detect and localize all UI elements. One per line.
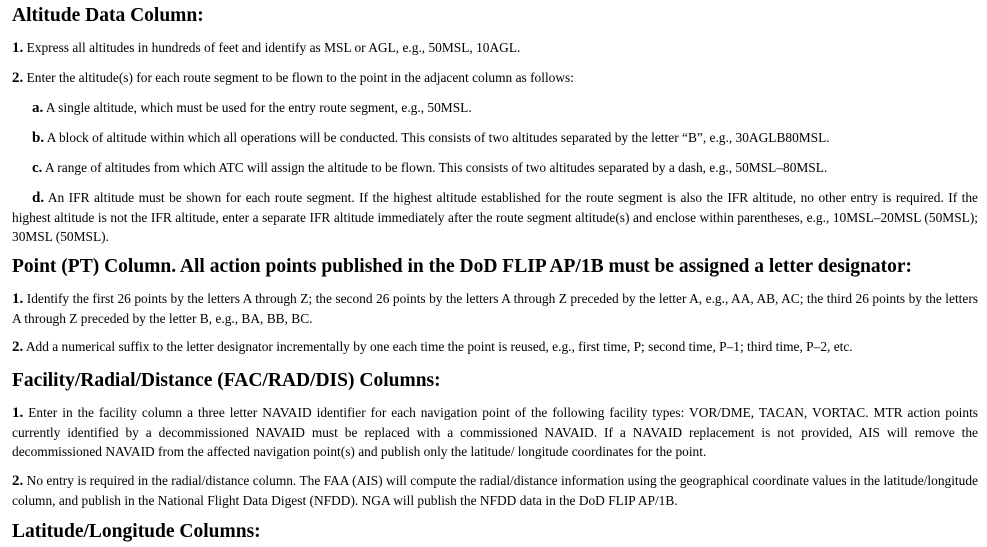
point-item-2 bbox=[12, 337, 853, 357]
item-letter: a. bbox=[32, 100, 44, 116]
heading-facility-radial-distance-columns: Facility/Radial/Distance (FAC/RAD/DIS) Columns: bbox=[12, 370, 441, 391]
item-number: 2. bbox=[12, 473, 24, 489]
item-number: 1. bbox=[12, 40, 24, 56]
altitude-item-2a bbox=[32, 98, 472, 118]
item-number: 2. bbox=[12, 70, 24, 86]
altitude-item-2d bbox=[12, 188, 978, 246]
item-text: An IFR altitude must be shown for each route segment. If the highest altitude established for the route segment is also the IFR altitude, no other entry is required. If the highest altitude is not the IFR altitude, enter a separate IFR altitude immediately after the route segment altitude(s) and enclose within parentheses, e.g., 10MSL–20MSL (50MSL); 30MSL (50MSL). bbox=[12, 190, 978, 244]
item-number: 2. bbox=[12, 339, 24, 355]
heading-point-column: Point (PT) Column. All action points published in the DoD FLIP AP/1B must be assigned a letter designator: bbox=[12, 256, 912, 277]
item-letter: b. bbox=[32, 130, 45, 146]
item-text: A single altitude, which must be used for the entry route segment, e.g., 50MSL. bbox=[45, 100, 472, 115]
item-text: Enter the altitude(s) for each route segment to be flown to the point in the adjacent column as follows: bbox=[26, 70, 574, 85]
item-text: Enter in the facility column a three letter NAVAID identifier for each navigation point of the following facility types: VOR/DME, TACAN, VORTAC. MTR action points currently identified by a decommissioned NAVAID must be replaced with a commissioned NAVAID. If a NAVAID replacement is not provided, AIS will remove the decommissioned NAVAID from the affected navigation point(s) and publish only the latitude/ longitude coordinates for the point. bbox=[12, 405, 978, 459]
heading-altitude-data-column: Altitude Data Column: bbox=[12, 5, 204, 26]
heading-latitude-longitude-columns: Latitude/Longitude Columns: bbox=[12, 521, 261, 542]
facility-item-2 bbox=[12, 471, 978, 510]
altitude-item-1 bbox=[12, 38, 520, 58]
facility-item-1 bbox=[12, 403, 978, 461]
item-letter: d. bbox=[32, 190, 45, 206]
item-number: 1. bbox=[12, 405, 24, 421]
item-text: Express all altitudes in hundreds of feet and identify as MSL or AGL, e.g., 50MSL, 10AGL. bbox=[26, 40, 521, 55]
item-letter: c. bbox=[32, 160, 43, 176]
altitude-item-2c bbox=[32, 158, 827, 178]
item-text: No entry is required in the radial/distance column. The FAA (AIS) will compute the radial/distance information using the geographical coordinate values in the latitude/longitude column, and publish in the National Flight Data Digest (NFDD). NGA will publish the NFDD data in the DoD FLIP AP/1B. bbox=[12, 473, 978, 508]
item-text: Identify the first 26 points by the letters A through Z; the second 26 points by the letters A through Z preceded by the letter A, e.g., AA, AB, AC; the third 26 points by the letters A through Z preceded by the letter B, e.g., BA, BB, BC. bbox=[12, 291, 978, 326]
item-text: A range of altitudes from which ATC will assign the altitude to be flown. This consists of two altitudes separated by a dash, e.g., 50MSL–80MSL. bbox=[45, 160, 828, 175]
item-number: 1. bbox=[12, 291, 24, 307]
point-item-1 bbox=[12, 289, 978, 328]
item-text: Add a numerical suffix to the letter designator incrementally by one each time the point is reused, e.g., first time, P; second time, P–1; third time, P–2, etc. bbox=[25, 339, 853, 354]
altitude-item-2b bbox=[32, 128, 830, 148]
altitude-item-2 bbox=[12, 68, 574, 88]
item-text: A block of altitude within which all operations will be conducted. This consists of two altitudes separated by the letter “B”, e.g., 30AGLB80MSL. bbox=[46, 130, 830, 145]
